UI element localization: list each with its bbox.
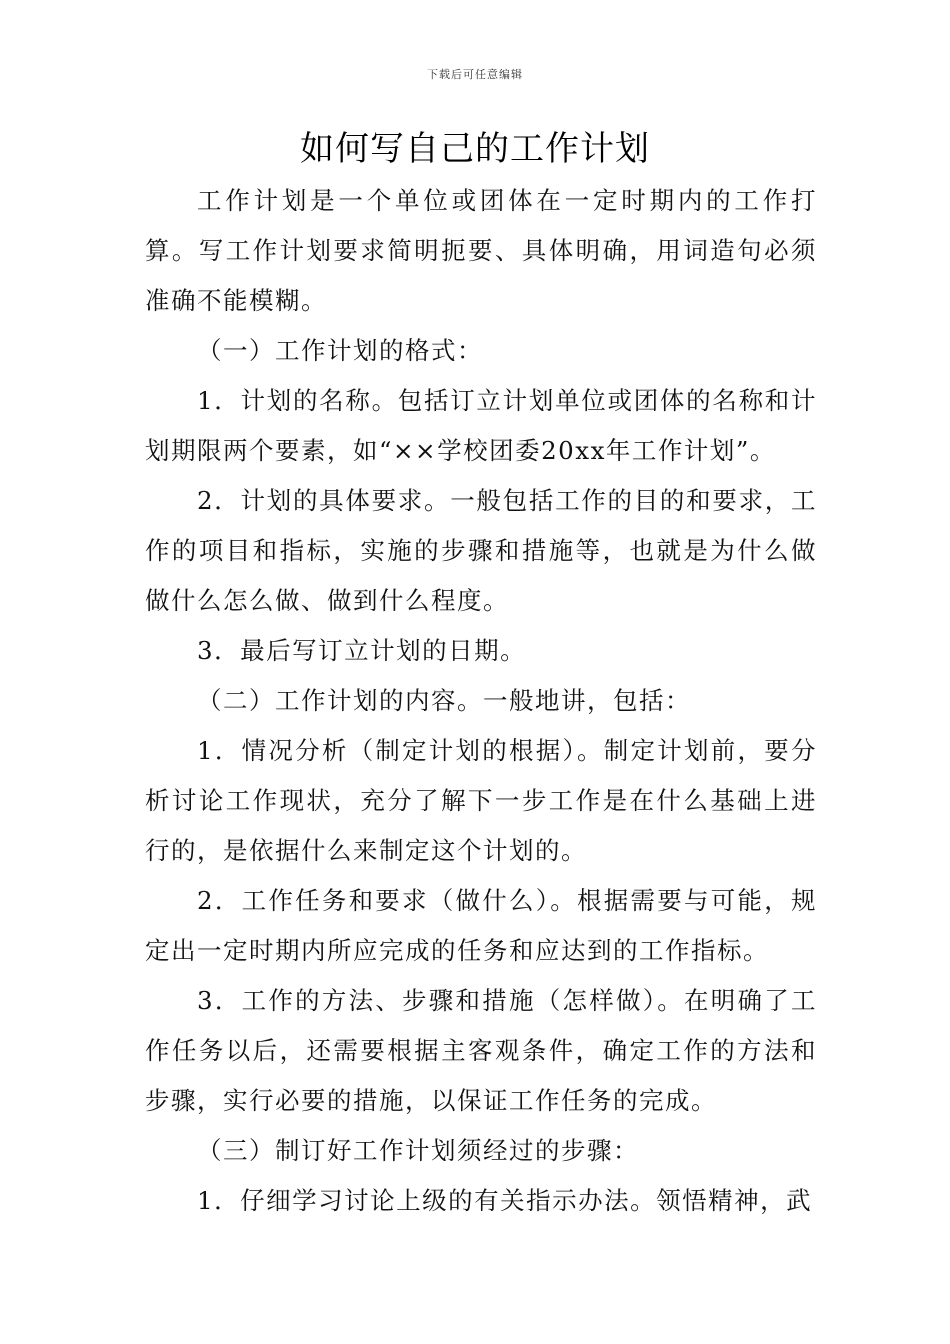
paragraph-item: 3．工作的方法、步骤和措施（怎样做）。在明确了工作任务以后，还需要根据主客观条件，确定工作的方法和步骤，实行必要的措施，以保证工作任务的完成。: [145, 986, 817, 1115]
section-heading-steps: （三）制订好工作计划须经过的步骤：: [197, 1136, 639, 1165]
paragraph-intro: 工作计划是一个单位或团体在一定时期内的工作打算。写工作计划要求简明扼要、具体明确，用词造句必须准确不能模糊。: [145, 186, 817, 315]
header-note: 下载后可任意编辑: [427, 68, 523, 81]
section-heading-content: （二）工作计划的内容。一般地讲，包括：: [197, 686, 691, 715]
paragraph-item: 3．最后写订立计划的日期。: [197, 636, 527, 665]
paragraph-item: 2．工作任务和要求（做什么）。根据需要与可能，规定出一定时期内所应完成的任务和应达到的工作指标。: [145, 886, 817, 965]
paragraph-item: 1．仔细学习讨论上级的有关指示办法。领悟精神，武: [197, 1186, 813, 1215]
document-title: 如何写自己的工作计划: [300, 129, 650, 169]
section-heading-format: （一）工作计划的格式：: [197, 336, 483, 365]
paragraph-item: 2．计划的具体要求。一般包括工作的目的和要求，工作的项目和指标，实施的步骤和措施等，也就是为什么做做什么怎么做、做到什么程度。: [145, 486, 817, 615]
paragraph-item: 1．情况分析（制定计划的根据）。制定计划前，要分析讨论工作现状，充分了解下一步工作是在什么基础上进行的，是依据什么来制定这个计划的。: [145, 736, 817, 865]
document-body: [145, 176, 817, 1226]
paragraph-item: 1．计划的名称。包括订立计划单位或团体的名称和计划期限两个要素，如“××学校团委20xx年工作计划”。: [145, 386, 817, 465]
